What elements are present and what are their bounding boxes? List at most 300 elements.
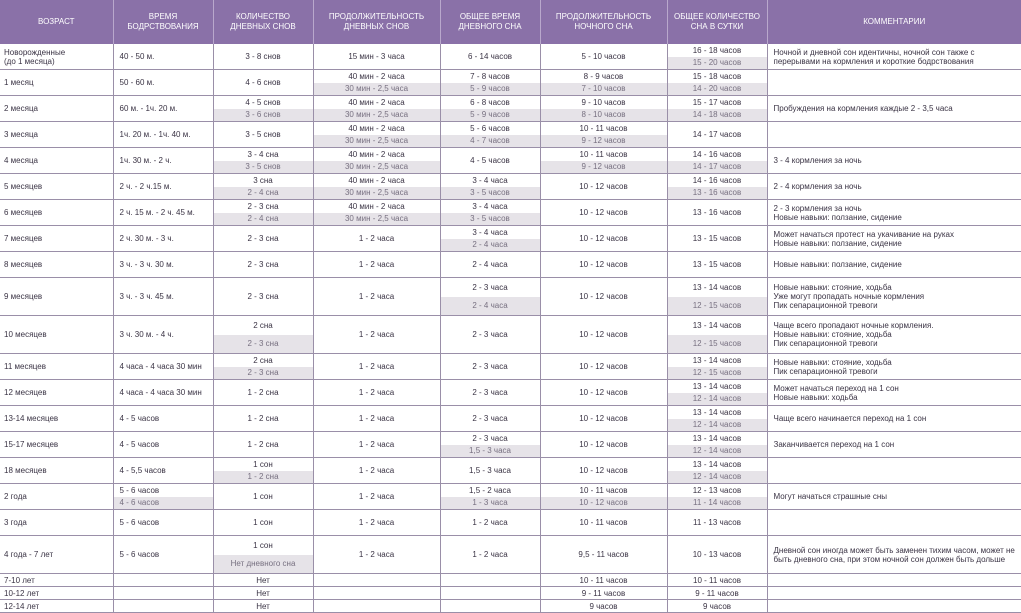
header-day-sleep-total: ОБЩЕЕ ВРЕМЯ ДНЕВНОГО СНА	[440, 0, 540, 44]
cell-value: 3 - 8 снов	[245, 52, 281, 61]
cell-value: 10 - 12 часов	[579, 260, 628, 269]
cell-value: 9 часов	[702, 601, 732, 611]
cell-value: 13 - 15 часов	[692, 260, 742, 269]
day-sleep-cell	[440, 316, 540, 354]
cell-value: 13 - 15 часов	[692, 234, 742, 243]
cell-value: Нет	[256, 588, 270, 598]
cell-value: 3 - 5 снов	[214, 161, 313, 174]
comment-cell: Чаще всего пропадают ночные кормления. Новые навыки: стояние, ходьба Пик сепарационной тревоги	[767, 316, 1021, 354]
cell-value: 12 - 14 часов	[668, 471, 767, 484]
total-sleep-cell	[667, 458, 767, 484]
cell-value: 40 мин - 2 часа	[348, 97, 405, 107]
awake-cell	[113, 587, 213, 600]
table-row	[0, 278, 1021, 316]
nap-count-cell	[213, 458, 313, 484]
nap-duration-cell	[313, 70, 440, 96]
cell-value: 1 - 2 часа	[358, 550, 395, 559]
cell-value: 15 - 20 часов	[668, 57, 767, 70]
day-sleep-cell	[440, 536, 540, 574]
awake-cell: 3 ч. - 3 ч. 30 м.	[113, 252, 213, 278]
cell-value: 2 - 4 сна	[214, 187, 313, 200]
cell-value: 1 - 2 часа	[358, 492, 395, 501]
cell-value: 10 - 12 часов	[579, 234, 628, 243]
cell-value: 13 - 14 часов	[692, 459, 742, 469]
header-awake-time: ВРЕМЯ БОДРСТВОВАНИЯ	[113, 0, 213, 44]
cell-value	[314, 600, 440, 612]
day-sleep-cell	[440, 200, 540, 226]
cell-value: 10 - 11 часов	[579, 149, 628, 159]
cell-value: 14 - 18 часов	[668, 109, 767, 122]
cell-value: 4 - 5 часов	[470, 156, 510, 165]
table-row	[0, 252, 1021, 278]
nap-duration-cell	[313, 148, 440, 174]
cell-value: 4 - 6 снов	[245, 78, 281, 87]
night-sleep-cell	[540, 600, 667, 613]
cell-value: 13 - 16 часов	[692, 208, 742, 217]
cell-value: 12 - 15 часов	[668, 335, 767, 354]
cell-value: 30 мин - 2,5 часа	[314, 161, 440, 174]
awake-cell: 3 ч. - 3 ч. 45 м.	[113, 278, 213, 316]
night-sleep-cell	[540, 148, 667, 174]
nap-count-cell	[213, 226, 313, 252]
day-sleep-cell	[440, 510, 540, 536]
age-cell: 10 месяцев	[0, 316, 113, 354]
age-cell: 12-14 лет	[0, 600, 113, 613]
table-row	[0, 174, 1021, 200]
cell-value: 1 - 2 часа	[358, 388, 395, 397]
nap-count-cell	[213, 174, 313, 200]
total-sleep-cell	[667, 174, 767, 200]
awake-cell	[113, 600, 213, 613]
nap-count-cell	[213, 536, 313, 574]
header-age: ВОЗРАСТ	[0, 0, 113, 44]
table-row	[0, 484, 1021, 510]
cell-value: 9 - 10 часов	[581, 97, 626, 107]
cell-value: 1 - 2 часа	[358, 362, 395, 371]
table-row	[0, 380, 1021, 406]
cell-value: 1 - 2 часа	[358, 330, 395, 339]
cell-value: 10 - 13 часов	[692, 550, 742, 559]
cell-value: 13 - 14 часов	[692, 320, 742, 330]
cell-value: 10 - 12 часов	[579, 208, 628, 217]
comment-cell	[767, 574, 1021, 587]
nap-duration-cell	[313, 432, 440, 458]
nap-count-cell	[213, 122, 313, 148]
cell-value: 30 мин - 2,5 часа	[314, 187, 440, 200]
day-sleep-cell	[440, 278, 540, 316]
nap-duration-cell	[313, 484, 440, 510]
total-sleep-cell	[667, 148, 767, 174]
night-sleep-cell	[540, 458, 667, 484]
nap-count-cell	[213, 96, 313, 122]
cell-value: 4 - 5 снов	[245, 97, 281, 107]
cell-value: 10 - 12 часов	[541, 497, 667, 510]
awake-cell: 60 м. - 1ч. 20 м.	[113, 96, 213, 122]
cell-value: 10 - 11 часов	[579, 575, 628, 585]
day-sleep-cell	[440, 600, 540, 613]
header-nap-duration: ПРОДОЛЖИТЕЛЬНОСТЬ ДНЕВНЫХ СНОВ	[313, 0, 440, 44]
comment-cell: 3 - 4 кормления за ночь	[767, 148, 1021, 174]
night-sleep-cell	[540, 174, 667, 200]
night-sleep-cell	[540, 278, 667, 316]
cell-value: 15 - 17 часов	[692, 97, 742, 107]
nap-count-cell	[213, 587, 313, 600]
cell-value: 2 - 3 сна	[214, 367, 313, 380]
cell-value: 10 - 12 часов	[579, 362, 628, 371]
night-sleep-cell	[540, 354, 667, 380]
total-sleep-cell	[667, 600, 767, 613]
cell-value: 4 - 7 часов	[441, 135, 540, 148]
awake-cell: 5 - 6 часов	[113, 536, 213, 574]
table-row	[0, 70, 1021, 96]
comment-cell: 2 - 3 кормления за ночь Новые навыки: ползание, сидение	[767, 200, 1021, 226]
cell-value: 5 - 10 часов	[581, 52, 626, 61]
cell-value: 10 - 12 часов	[579, 440, 628, 449]
nap-duration-cell	[313, 574, 440, 587]
night-sleep-cell	[540, 432, 667, 458]
night-sleep-cell	[540, 484, 667, 510]
table-row	[0, 510, 1021, 536]
cell-value: 30 мин - 2,5 часа	[314, 213, 440, 226]
age-cell: 7 месяцев	[0, 226, 113, 252]
total-sleep-cell	[667, 380, 767, 406]
cell-value: 9 - 12 часов	[541, 135, 667, 148]
cell-value: 15 - 18 часов	[692, 71, 742, 81]
comment-cell: Ночной и дневной сон идентичны, ночной сон также с перерывами на кормления и короткие бодрствования	[767, 44, 1021, 70]
awake-cell: 50 - 60 м.	[113, 70, 213, 96]
cell-value: 2 - 4 часа	[441, 239, 540, 252]
age-cell: 2 месяца	[0, 96, 113, 122]
awake-cell: 1ч. 30 м. - 2 ч.	[113, 148, 213, 174]
cell-value: 3 - 4 часа	[472, 227, 508, 237]
comment-cell	[767, 600, 1021, 613]
cell-value: 13 - 14 часов	[692, 433, 742, 443]
cell-value: 40 мин - 2 часа	[348, 175, 405, 185]
cell-value: 14 - 16 часов	[692, 149, 742, 159]
cell-value: 1 сон	[253, 459, 273, 469]
day-sleep-cell	[440, 96, 540, 122]
cell-value: 13 - 14 часов	[692, 282, 742, 292]
total-sleep-cell	[667, 278, 767, 316]
nap-duration-cell	[313, 380, 440, 406]
total-sleep-cell	[667, 122, 767, 148]
cell-value	[441, 587, 540, 599]
cell-value	[441, 600, 540, 612]
cell-value: 6 - 14 часов	[467, 52, 513, 61]
day-sleep-cell	[440, 406, 540, 432]
night-sleep-cell	[540, 316, 667, 354]
nap-count-cell	[213, 574, 313, 587]
cell-value: 2 - 3 сна	[247, 234, 279, 243]
cell-value: 12 - 15 часов	[668, 297, 767, 316]
age-cell: 10-12 лет	[0, 587, 113, 600]
cell-value: 5 - 9 часов	[441, 83, 540, 96]
cell-value: 2 - 3 часа	[472, 330, 508, 339]
cell-value: 5 - 6 часов	[119, 485, 160, 495]
age-cell: 8 месяцев	[0, 252, 113, 278]
cell-value: 2 - 3 сна	[247, 201, 279, 211]
age-cell: 3 года	[0, 510, 113, 536]
cell-value: 30 мин - 2,5 часа	[314, 109, 440, 122]
cell-value: Нет	[256, 601, 270, 611]
awake-cell: 4 - 5,5 часов	[113, 458, 213, 484]
cell-value: 3 - 5 часов	[441, 213, 540, 226]
day-sleep-cell	[440, 458, 540, 484]
nap-count-cell	[213, 354, 313, 380]
cell-value: 1 сон	[253, 518, 273, 527]
comment-cell	[767, 510, 1021, 536]
day-sleep-cell	[440, 148, 540, 174]
cell-value: 10 - 12 часов	[579, 388, 628, 397]
cell-value: 1,5 - 3 часа	[469, 466, 511, 475]
nap-count-cell	[213, 406, 313, 432]
nap-duration-cell	[313, 44, 440, 70]
age-cell: 12 месяцев	[0, 380, 113, 406]
comment-cell: Новые навыки: стояние, ходьба Уже могут пропадать ночные кормления Пик сепарационной тревоги	[767, 278, 1021, 316]
nap-duration-cell	[313, 600, 440, 613]
table-row	[0, 226, 1021, 252]
day-sleep-cell	[440, 70, 540, 96]
cell-value: 1 сон	[253, 540, 273, 550]
cell-value: 1,5 - 2 часа	[469, 485, 511, 495]
day-sleep-cell	[440, 574, 540, 587]
header-total-sleep: ОБЩЕЕ КОЛИЧЕСТВО СНА В СУТКИ	[667, 0, 767, 44]
cell-value: 1 - 3 часа	[441, 497, 540, 510]
comment-cell: Чаще всего начинается переход на 1 сон	[767, 406, 1021, 432]
table-row	[0, 458, 1021, 484]
cell-value: 30 мин - 2,5 часа	[314, 135, 440, 148]
awake-cell: 1ч. 20 м. - 1ч. 40 м.	[113, 122, 213, 148]
cell-value: 10 - 11 часов	[579, 518, 628, 527]
total-sleep-cell	[667, 316, 767, 354]
awake-cell: 4 часа - 4 часа 30 мин	[113, 354, 213, 380]
day-sleep-cell	[440, 587, 540, 600]
nap-count-cell	[213, 252, 313, 278]
nap-duration-cell	[313, 354, 440, 380]
cell-value: 2 - 3 сна	[247, 292, 279, 301]
comment-cell: Может начаться протест на укачивание на руках Новые навыки: ползание, сидение	[767, 226, 1021, 252]
comment-cell: 2 - 4 кормления за ночь	[767, 174, 1021, 200]
age-cell: 18 месяцев	[0, 458, 113, 484]
nap-duration-cell	[313, 278, 440, 316]
day-sleep-cell	[440, 44, 540, 70]
cell-value: 8 - 10 часов	[541, 109, 667, 122]
total-sleep-cell	[667, 432, 767, 458]
cell-value: 1 - 2 часа	[358, 292, 395, 301]
cell-value: 12 - 14 часов	[668, 393, 767, 406]
nap-count-cell	[213, 316, 313, 354]
cell-value: 2 - 3 сна	[214, 335, 313, 354]
cell-value: 1 - 2 сна	[247, 440, 279, 449]
awake-cell: 4 - 5 часов	[113, 406, 213, 432]
total-sleep-cell	[667, 226, 767, 252]
age-cell: 4 месяца	[0, 148, 113, 174]
cell-value: 9 - 11 часов	[695, 588, 739, 598]
night-sleep-cell	[540, 96, 667, 122]
table-row	[0, 200, 1021, 226]
cell-value: 12 - 14 часов	[668, 419, 767, 432]
cell-value: 1 - 2 сна	[247, 414, 279, 423]
table-row	[0, 96, 1021, 122]
awake-cell: 5 - 6 часов	[113, 510, 213, 536]
cell-value: 3 - 5 снов	[245, 130, 281, 139]
awake-cell: 2 ч. 30 м. - 3 ч.	[113, 226, 213, 252]
age-cell: 4 года - 7 лет	[0, 536, 113, 574]
cell-value: 10 - 12 часов	[579, 414, 628, 423]
cell-value: 16 - 18 часов	[692, 45, 742, 55]
day-sleep-cell	[440, 226, 540, 252]
nap-count-cell	[213, 380, 313, 406]
age-cell: 15-17 месяцев	[0, 432, 113, 458]
age-cell: 2 года	[0, 484, 113, 510]
cell-value: 2 - 3 часа	[472, 282, 508, 292]
day-sleep-cell	[440, 252, 540, 278]
cell-value: 10 - 12 часов	[579, 466, 628, 475]
nap-duration-cell	[313, 510, 440, 536]
total-sleep-cell	[667, 354, 767, 380]
day-sleep-cell	[440, 354, 540, 380]
cell-value: 2 - 3 часа	[472, 362, 508, 371]
table-row	[0, 122, 1021, 148]
cell-value: 1 - 2 часа	[472, 518, 508, 527]
cell-value: 12 - 15 часов	[668, 367, 767, 380]
cell-value: 5 - 6 часов	[470, 123, 510, 133]
cell-value: 12 - 13 часов	[692, 485, 742, 495]
cell-value: 1 - 2 сна	[214, 471, 313, 484]
table-row	[0, 587, 1021, 600]
night-sleep-cell	[540, 574, 667, 587]
cell-value: 10 - 12 часов	[579, 292, 628, 301]
cell-value: 14 - 17 часов	[692, 130, 742, 139]
night-sleep-cell	[540, 200, 667, 226]
cell-value: 1 - 2 часа	[358, 440, 395, 449]
cell-value: 5 - 9 часов	[441, 109, 540, 122]
comment-cell	[767, 458, 1021, 484]
day-sleep-cell	[440, 484, 540, 510]
cell-value: 2 - 4 часа	[441, 297, 540, 316]
cell-value: 10 - 11 часов	[579, 485, 628, 495]
cell-value: 9 - 12 часов	[541, 161, 667, 174]
cell-value: 10 - 12 часов	[579, 330, 628, 339]
cell-value: 7 - 8 часов	[470, 71, 510, 81]
total-sleep-cell	[667, 70, 767, 96]
nap-count-cell	[213, 200, 313, 226]
nap-count-cell	[213, 510, 313, 536]
nap-count-cell	[213, 148, 313, 174]
day-sleep-cell	[440, 174, 540, 200]
cell-value: 11 - 14 часов	[668, 497, 767, 510]
comment-cell: Дневной сон иногда может быть заменен тихим часом, может не быть дневного сна, при этом ночной сон должен быть дольше	[767, 536, 1021, 574]
total-sleep-cell	[667, 510, 767, 536]
cell-value: 2 сна	[253, 355, 273, 365]
cell-value: 9 - 11 часов	[581, 588, 626, 598]
comment-cell: Заканчивается переход на 1 сон	[767, 432, 1021, 458]
nap-duration-cell	[313, 174, 440, 200]
night-sleep-cell	[540, 380, 667, 406]
cell-value: 2 - 3 сна	[247, 260, 279, 269]
table-row	[0, 316, 1021, 354]
cell-value	[314, 587, 440, 599]
cell-value: 12 - 14 часов	[668, 445, 767, 458]
table-row	[0, 432, 1021, 458]
awake-cell: 4 - 5 часов	[113, 432, 213, 458]
total-sleep-cell	[667, 44, 767, 70]
cell-value: 14 - 20 часов	[668, 83, 767, 96]
table-row	[0, 600, 1021, 613]
nap-duration-cell	[313, 587, 440, 600]
age-cell: 11 месяцев	[0, 354, 113, 380]
cell-value: 10 - 11 часов	[693, 575, 741, 585]
cell-value: 2 сна	[253, 320, 273, 330]
comment-cell: Может начаться переход на 1 сон Новые навыки: ходьба	[767, 380, 1021, 406]
table-row	[0, 574, 1021, 587]
total-sleep-cell	[667, 587, 767, 600]
cell-value: 3 - 4 часа	[472, 175, 508, 185]
night-sleep-cell	[540, 510, 667, 536]
cell-value	[314, 574, 440, 586]
cell-value: 3 - 4 сна	[247, 149, 279, 159]
cell-value: 8 - 9 часов	[583, 71, 624, 81]
night-sleep-cell	[540, 587, 667, 600]
cell-value: 14 - 17 часов	[668, 161, 767, 174]
nap-duration-cell	[313, 406, 440, 432]
cell-value: 3 - 4 часа	[472, 201, 508, 211]
night-sleep-cell	[540, 122, 667, 148]
cell-value	[441, 574, 540, 586]
cell-value: 1 - 2 часа	[358, 466, 395, 475]
night-sleep-cell	[540, 70, 667, 96]
table-row	[0, 406, 1021, 432]
cell-value: 7 - 10 часов	[541, 83, 667, 96]
nap-duration-cell	[313, 252, 440, 278]
cell-value: 2 - 3 часа	[472, 414, 508, 423]
night-sleep-cell	[540, 536, 667, 574]
cell-value: 3 - 5 часов	[441, 187, 540, 200]
cell-value: 2 - 3 часа	[472, 433, 508, 443]
cell-value: 1 - 2 часа	[472, 550, 508, 559]
age-cell: 7-10 лет	[0, 574, 113, 587]
awake-cell	[113, 484, 213, 510]
cell-value: 40 мин - 2 часа	[348, 201, 405, 211]
total-sleep-cell	[667, 484, 767, 510]
age-cell: 13-14 месяцев	[0, 406, 113, 432]
cell-value: 9 часов	[589, 601, 618, 611]
awake-cell: 3 ч. 30 м. - 4 ч.	[113, 316, 213, 354]
comment-cell	[767, 70, 1021, 96]
comment-cell: Пробуждения на кормления каждые 2 - 3,5 часа	[767, 96, 1021, 122]
cell-value: 2 - 4 сна	[214, 213, 313, 226]
awake-cell: 4 часа - 4 часа 30 мин	[113, 380, 213, 406]
cell-value: 1 - 2 сна	[247, 388, 279, 397]
cell-value: 6 - 8 часов	[470, 97, 510, 107]
awake-cell	[113, 574, 213, 587]
nap-duration-cell	[313, 122, 440, 148]
nap-count-cell	[213, 484, 313, 510]
night-sleep-cell	[540, 226, 667, 252]
table-header-row	[0, 0, 1021, 44]
comment-cell: Могут начаться страшные сны	[767, 484, 1021, 510]
cell-value: 1 - 2 часа	[358, 414, 395, 423]
cell-value: 10 - 11 часов	[579, 123, 628, 133]
cell-value: 15 мин - 3 часа	[348, 52, 405, 61]
header-nap-count: КОЛИЧЕСТВО ДНЕВНЫХ СНОВ	[213, 0, 313, 44]
table-row	[0, 44, 1021, 70]
comment-cell	[767, 122, 1021, 148]
cell-value: 1 - 2 часа	[358, 260, 395, 269]
age-cell: 5 месяцев	[0, 174, 113, 200]
night-sleep-cell	[540, 44, 667, 70]
comment-cell: Новые навыки: стояние, ходьба Пик сепарационной тревоги	[767, 354, 1021, 380]
